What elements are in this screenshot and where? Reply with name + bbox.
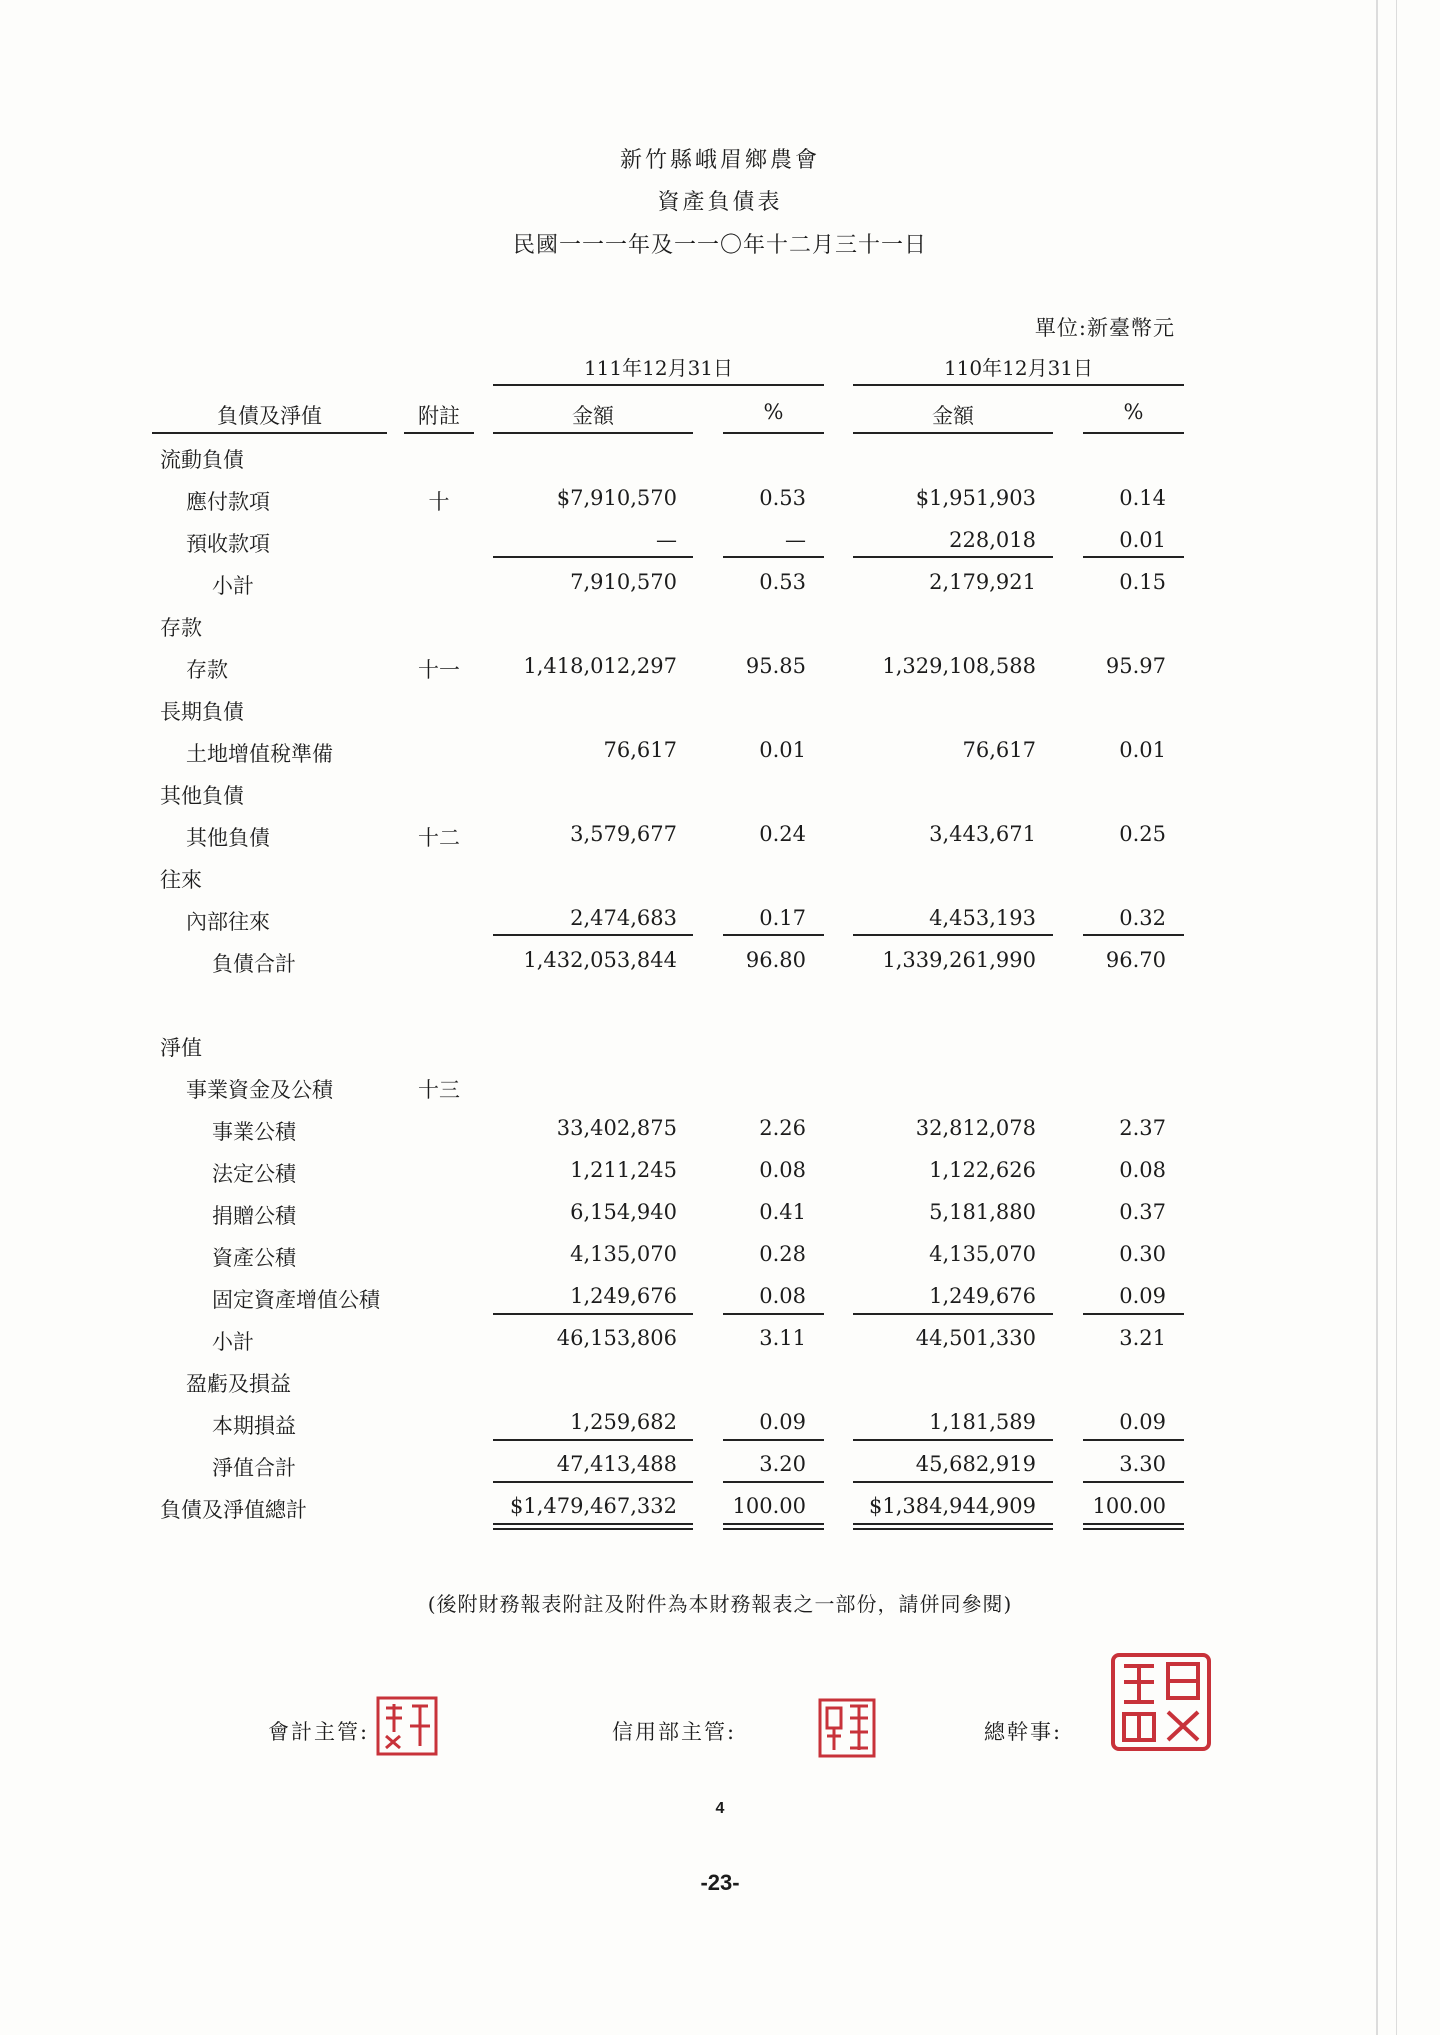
percent-prior: 0.08	[1119, 1158, 1166, 1182]
percent-current: 0.09	[759, 1410, 806, 1434]
header-rule	[853, 432, 1053, 434]
subtotal-rule	[1083, 1481, 1184, 1483]
signature-label-accounting: 會計主管:	[268, 1720, 370, 1744]
general-manager-seal-icon	[1110, 1652, 1212, 1752]
amount-current: 1,418,012,297	[523, 654, 677, 678]
period-current: 111年12月31日	[583, 356, 734, 380]
accounting-seal-icon	[376, 1696, 438, 1756]
subtotal-rule	[723, 1313, 824, 1315]
amount-current: $7,910,570	[556, 486, 677, 510]
row-label: 本期損益	[212, 1414, 296, 1438]
table-row	[0, 898, 1440, 940]
subtotal-rule	[1083, 934, 1184, 936]
column-header-note: 附註	[418, 404, 460, 428]
subtotal-rule	[853, 934, 1053, 936]
total-double-rule	[723, 1528, 824, 1530]
percent-prior: 96.70	[1105, 948, 1166, 972]
table-row	[0, 1276, 1440, 1318]
table-row	[0, 730, 1440, 772]
row-label: 土地增值稅準備	[186, 742, 333, 766]
subtotal-rule	[493, 556, 693, 558]
total-double-rule	[723, 1523, 824, 1525]
percent-prior: 0.15	[1119, 570, 1166, 594]
row-note: 十一	[418, 658, 460, 682]
column-header-item: 負債及淨值	[217, 404, 322, 428]
column-header-percent-current: %	[763, 400, 784, 424]
table-row	[0, 1150, 1440, 1192]
page-number: 4	[715, 1800, 725, 1817]
percent-current: —	[785, 528, 806, 552]
subtotal-rule	[853, 556, 1053, 558]
percent-current: 0.53	[759, 570, 806, 594]
table-row	[0, 436, 1440, 478]
total-double-rule	[853, 1523, 1053, 1525]
table-row	[0, 1234, 1440, 1276]
amount-prior: 32,812,078	[915, 1116, 1036, 1140]
header-rule	[493, 432, 693, 434]
table-row	[0, 1486, 1440, 1528]
percent-prior: 100.00	[1092, 1494, 1166, 1518]
row-label: 存款	[186, 658, 228, 682]
subtotal-rule	[853, 1481, 1053, 1483]
amount-current: 76,617	[603, 738, 677, 762]
row-label: 往來	[160, 868, 202, 892]
amount-prior: $1,951,903	[915, 486, 1036, 510]
amount-prior: 2,179,921	[929, 570, 1036, 594]
percent-current: 0.28	[759, 1242, 806, 1266]
table-row	[0, 646, 1440, 688]
subtotal-rule	[493, 1481, 693, 1483]
subtotal-rule	[723, 1481, 824, 1483]
percent-current: 0.01	[759, 738, 806, 762]
row-note: 十三	[418, 1078, 460, 1102]
subtotal-rule	[723, 934, 824, 936]
percent-prior: 2.37	[1119, 1116, 1166, 1140]
percent-prior: 0.09	[1119, 1410, 1166, 1434]
amount-current: 47,413,488	[556, 1452, 677, 1476]
percent-current: 95.85	[745, 654, 806, 678]
table-row	[0, 520, 1440, 562]
percent-current: 0.17	[759, 906, 806, 930]
amount-current: 2,474,683	[570, 906, 677, 930]
header-rule	[152, 432, 387, 434]
statement-footnote: (後附財務報表附註及附件為本財務報表之一部份，請併同參閱)	[427, 1592, 1013, 1616]
percent-current: 0.53	[759, 486, 806, 510]
amount-prior: 5,181,880	[929, 1200, 1036, 1224]
percent-prior: 0.32	[1119, 906, 1166, 930]
amount-current: 33,402,875	[556, 1116, 677, 1140]
print-page-number: -23-	[700, 1870, 740, 1895]
amount-current: 7,910,570	[570, 570, 677, 594]
total-double-rule	[493, 1523, 693, 1525]
total-double-rule	[1083, 1528, 1184, 1530]
row-label: 事業資金及公積	[186, 1078, 333, 1102]
amount-current: 6,154,940	[570, 1200, 677, 1224]
organization-name: 新竹縣峨眉鄉農會	[619, 148, 820, 173]
table-row	[0, 772, 1440, 814]
report-date: 民國一一一年及一一〇年十二月三十一日	[512, 233, 927, 258]
amount-prior: 4,453,193	[929, 906, 1036, 930]
percent-current: 0.08	[759, 1284, 806, 1308]
percent-current: 3.11	[759, 1326, 806, 1350]
total-double-rule	[853, 1528, 1053, 1530]
percent-prior: 0.30	[1119, 1242, 1166, 1266]
amount-current: $1,479,467,332	[510, 1494, 677, 1518]
table-row	[0, 1192, 1440, 1234]
subtotal-rule	[853, 1439, 1053, 1441]
row-label: 淨值合計	[212, 1456, 296, 1480]
amount-prior: 4,135,070	[929, 1242, 1036, 1266]
row-note: 十	[428, 490, 450, 514]
percent-prior: 0.37	[1119, 1200, 1166, 1224]
report-title: 資產負債表	[657, 190, 783, 215]
table-row	[0, 1066, 1440, 1108]
amount-prior: 3,443,671	[929, 822, 1036, 846]
row-label: 長期負債	[160, 700, 244, 724]
table-row	[0, 688, 1440, 730]
subtotal-rule	[853, 1313, 1053, 1315]
amount-current: 4,135,070	[570, 1242, 677, 1266]
amount-prior: 228,018	[949, 528, 1036, 552]
amount-prior: 1,329,108,588	[882, 654, 1036, 678]
table-row	[0, 562, 1440, 604]
percent-prior: 0.14	[1119, 486, 1166, 510]
row-label: 流動負債	[160, 448, 244, 472]
table-row	[0, 1024, 1440, 1066]
amount-prior: 1,339,261,990	[882, 948, 1036, 972]
percent-current: 100.00	[732, 1494, 806, 1518]
percent-prior: 3.30	[1119, 1452, 1166, 1476]
period-prior: 110年12月31日	[943, 356, 1094, 380]
row-label: 小計	[212, 1330, 254, 1354]
header-rule	[404, 432, 474, 434]
percent-current: 0.08	[759, 1158, 806, 1182]
percent-current: 0.24	[759, 822, 806, 846]
signature-label-credit: 信用部主管:	[612, 1720, 737, 1744]
amount-current: 1,249,676	[570, 1284, 677, 1308]
period-rule	[493, 384, 824, 386]
table-row	[0, 1318, 1440, 1360]
percent-current: 96.80	[745, 948, 806, 972]
amount-current: —	[656, 528, 677, 552]
row-label: 負債合計	[212, 952, 296, 976]
period-rule	[853, 384, 1184, 386]
header-rule	[1083, 432, 1184, 434]
amount-prior: 1,122,626	[929, 1158, 1036, 1182]
row-note: 十二	[418, 826, 460, 850]
row-label: 盈虧及損益	[186, 1372, 291, 1396]
subtotal-rule	[1083, 1313, 1184, 1315]
row-label: 預收款項	[186, 532, 270, 556]
amount-prior: 45,682,919	[915, 1452, 1036, 1476]
percent-prior: 3.21	[1119, 1326, 1166, 1350]
table-row	[0, 1402, 1440, 1444]
percent-prior: 95.97	[1105, 654, 1166, 678]
row-label: 小計	[212, 574, 254, 598]
amount-current: 1,432,053,844	[523, 948, 677, 972]
credit-manager-seal-icon	[818, 1698, 876, 1758]
table-row	[0, 604, 1440, 646]
amount-current: 1,211,245	[570, 1158, 677, 1182]
amount-current: 46,153,806	[556, 1326, 677, 1350]
page-edge-shadow	[1376, 0, 1378, 2035]
row-label: 存款	[160, 616, 202, 640]
column-header-percent-prior: %	[1123, 400, 1144, 424]
subtotal-rule	[493, 934, 693, 936]
header-rule	[723, 432, 824, 434]
percent-current: 2.26	[759, 1116, 806, 1140]
subtotal-rule	[1083, 1439, 1184, 1441]
table-row	[0, 1108, 1440, 1150]
signature-label-general-manager: 總幹事:	[984, 1720, 1063, 1744]
table-row	[0, 940, 1440, 982]
subtotal-rule	[493, 1439, 693, 1441]
amount-prior: 1,181,589	[929, 1410, 1036, 1434]
column-header-amount-prior: 金額	[932, 404, 974, 428]
total-double-rule	[1083, 1523, 1184, 1525]
row-label: 負債及淨值總計	[160, 1498, 307, 1522]
percent-prior: 0.25	[1119, 822, 1166, 846]
page-edge-shadow	[1396, 0, 1397, 2035]
percent-prior: 0.09	[1119, 1284, 1166, 1308]
row-label: 捐贈公積	[212, 1204, 296, 1228]
subtotal-rule	[493, 1313, 693, 1315]
currency-unit: 單位:新臺幣元	[1034, 316, 1175, 340]
subtotal-rule	[723, 1439, 824, 1441]
amount-prior: 76,617	[962, 738, 1036, 762]
amount-current: 1,259,682	[570, 1410, 677, 1434]
table-row	[0, 814, 1440, 856]
table-row	[0, 1444, 1440, 1486]
amount-prior: $1,384,944,909	[869, 1494, 1036, 1518]
row-label: 內部往來	[186, 910, 270, 934]
subtotal-rule	[1083, 556, 1184, 558]
percent-current: 0.41	[759, 1200, 806, 1224]
row-label: 應付款項	[186, 490, 270, 514]
row-label: 其他負債	[160, 784, 244, 808]
row-label: 其他負債	[186, 826, 270, 850]
table-row	[0, 478, 1440, 520]
amount-prior: 1,249,676	[929, 1284, 1036, 1308]
amount-prior: 44,501,330	[915, 1326, 1036, 1350]
table-row	[0, 1360, 1440, 1402]
table-row	[0, 856, 1440, 898]
percent-current: 3.20	[759, 1452, 806, 1476]
percent-prior: 0.01	[1119, 528, 1166, 552]
percent-prior: 0.01	[1119, 738, 1166, 762]
row-label: 資產公積	[212, 1246, 296, 1270]
row-label: 事業公積	[212, 1120, 296, 1144]
row-label: 淨值	[160, 1036, 202, 1060]
amount-current: 3,579,677	[570, 822, 677, 846]
subtotal-rule	[723, 556, 824, 558]
total-double-rule	[493, 1528, 693, 1530]
row-label: 固定資產增值公積	[212, 1288, 380, 1312]
row-label: 法定公積	[212, 1162, 296, 1186]
column-header-amount-current: 金額	[572, 404, 614, 428]
